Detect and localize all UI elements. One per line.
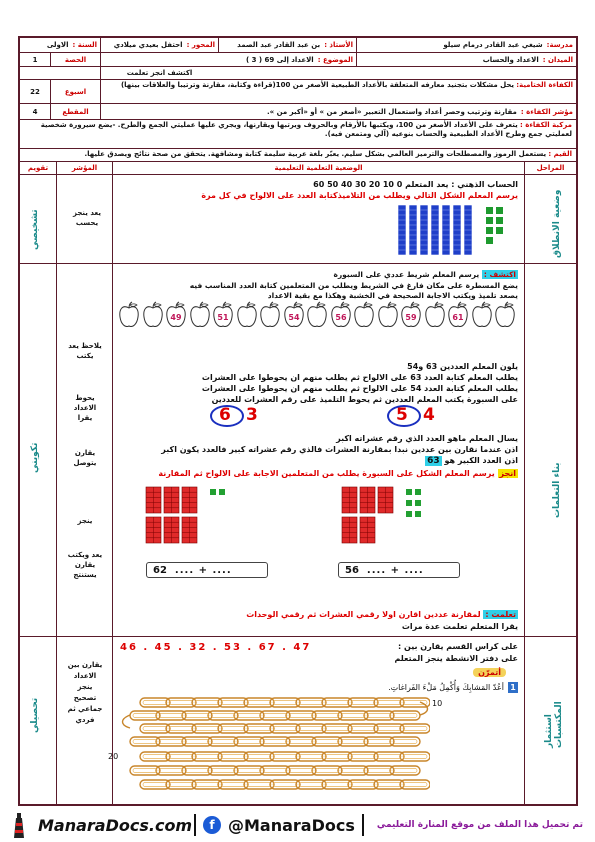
axis-cell	[100, 38, 218, 52]
field-value: الاعداد والحساب	[482, 55, 539, 64]
activity-cell	[100, 67, 218, 79]
values-label: القيم :	[548, 150, 572, 158]
line-write-63: يطلب المعلم كتابة العدد 63 على الالواح ثم يطلب منهم ان يحوطوا على العشرات	[201, 373, 518, 382]
final-competency-text: يحل مشكلات بتجنيد معارفه المتعلقة بالأعداد الطبيعية الأصغر من 100(قراءة وكتابة، مقارنة وترتيبا والعلاقات بينها)	[120, 81, 515, 89]
tens-blocks-figure	[142, 483, 512, 561]
stage3-task-1: على كراس القسم يقارن بين :	[398, 642, 518, 651]
blue-tens-bars	[398, 205, 472, 255]
teacher-cell	[218, 38, 356, 52]
apple-icon	[400, 301, 422, 327]
components-label: مركبة الكفاءة :	[519, 121, 572, 129]
exercise-number: 1	[508, 682, 518, 693]
stage1-eval: تشخيصي	[30, 209, 40, 250]
school-name: شيغي عبد القادر درمام سيلو	[443, 41, 543, 49]
week-label-cell	[50, 80, 100, 103]
stage2-eval: تكويني	[30, 442, 40, 473]
footer-download: تم تحميل هذا الملف من موقع المنارة التعليمي	[376, 820, 583, 830]
topic-label: الموضوع :	[317, 55, 353, 64]
svg-text:59: 59	[405, 313, 417, 322]
week-value-cell	[20, 80, 50, 103]
exercise-text: أعُدّ المَشابِكَ وَأُكْمِلُ مَلْءَ الفَراغاتِ.	[388, 683, 504, 692]
line-board: على السبورة يكتب المعلم العددين ثم يحوط التلميذ على رقم العشرات للعددين	[211, 395, 518, 404]
section-divider-1	[20, 263, 576, 264]
footer-site[interactable]: ManaraDocs.com	[38, 816, 193, 835]
field-label: الميدان :	[542, 55, 573, 64]
week-value: 22	[30, 87, 40, 96]
session-value: 1	[32, 55, 38, 64]
apple-icon	[494, 301, 516, 327]
divider-indicator	[112, 175, 113, 804]
stage3-title: استثمار المكتسبات	[544, 701, 564, 748]
segment-label-cell	[50, 104, 100, 119]
session-label-cell	[50, 53, 100, 66]
stage1-task: يرسم المعلم الشكل التالي ويطلب من التلاميذكتابة العدد على الالواح في كل مرة	[201, 191, 518, 200]
chain-label-10: 10	[432, 699, 443, 708]
year-cell	[20, 38, 100, 52]
indicator-text: مقارنة وترتيب وحصر أعداد واستعمال التعبير «أصغر من » أو «أكبر من ».	[266, 107, 517, 116]
field-cell	[356, 53, 576, 66]
teacher-label: الأستاذ :	[324, 41, 353, 49]
blocks-62	[146, 487, 225, 543]
apple-icon	[424, 301, 446, 327]
apple-icon	[189, 301, 211, 327]
header-row-2	[20, 53, 576, 67]
ask-line-3	[425, 456, 518, 466]
exercise-tag: أتمرّن	[473, 668, 506, 677]
header-row-3	[20, 67, 576, 80]
ask-line-3-number: 63	[427, 456, 440, 466]
stage2-indicator-4: ينجز	[77, 517, 93, 525]
ask-line-2: اذن عندما نقارن بين عددين نبدا بمقارنة العشرات فالذي رقم عشراته كبير فالعدد يكون اكبر	[161, 445, 518, 454]
topic-cell	[100, 53, 356, 66]
compare-56-number: 56	[345, 564, 359, 576]
apple-icon	[212, 301, 234, 327]
tens-units-figure	[248, 203, 516, 259]
divider-eval	[56, 175, 57, 804]
session-label: الحصة	[64, 55, 87, 64]
final-competency-row	[20, 80, 576, 104]
apple-icon	[283, 301, 305, 327]
number-63-tens: 6	[219, 405, 231, 425]
do-label: انجز	[499, 469, 516, 478]
session-value-cell	[20, 53, 50, 66]
do-text: يرسم المعلم الشكل على السبورة يطلب من المتعلمين الاجابة على الالواح ثم المقارنة	[158, 469, 495, 478]
values-text: يستعمل الرموز والمصطلحات والترميز العالمي بشكل سليم. يعبّر بلغة عربية سليمة كتابة ومشافهة. يتحقق من صحة نتائج ويصدق عليها.	[84, 150, 547, 158]
facebook-icon[interactable]: f	[203, 816, 221, 834]
col-indicator: المؤشر	[56, 162, 112, 174]
indicator-label: مؤشر الكفاءة :	[520, 107, 573, 116]
apple-icon	[330, 301, 352, 327]
svg-text:54: 54	[287, 313, 300, 322]
line-write-54: يطلب المعلم كتابة العدد 54 على الالواح ثم يطلب منهم ان يحوطوا على العشرات	[201, 384, 518, 393]
apple-icon	[236, 301, 258, 327]
week-label: اسبوع	[64, 87, 87, 96]
stage2-indicator-5: يعد ويكتب يقارن يستنتج	[67, 551, 103, 579]
col-stages: المراحل	[524, 162, 576, 174]
stage3-task-2: على دفتر الانشطة ينجز المتعلم	[394, 654, 518, 663]
number-54-box	[387, 405, 447, 427]
segment-value-cell	[20, 104, 50, 119]
stage2-title: بناء التعلمات	[552, 462, 562, 518]
learned-read: يقرا المتعلم تعلمت عدة مرات	[401, 622, 518, 631]
segment-value: 4	[32, 107, 38, 116]
compare-62-number: 62	[153, 564, 167, 576]
final-competency-cell	[100, 80, 576, 103]
lighthouse-icon	[8, 810, 30, 840]
year-label: السنة :	[72, 41, 97, 49]
number-54-units: 4	[423, 405, 435, 425]
components-row	[20, 120, 576, 149]
indicator-cell	[100, 104, 576, 119]
discover-line-3: يصعد تلميذ ويكتب الاجابة الصحيحة في الخشبة وهكذا مع بقية الاعداد	[267, 291, 518, 300]
stage1-title: وضعية الانطلاق	[552, 189, 562, 258]
chain-label-20: 20	[108, 752, 119, 761]
number-63-box	[210, 405, 270, 427]
compare-box-56	[338, 562, 460, 578]
apple-icon	[471, 301, 493, 327]
apple-icon	[142, 301, 164, 327]
lesson-sheet	[18, 36, 578, 806]
stage1-indicator: يعد ينجز يحسب	[73, 209, 101, 227]
section-divider-2	[20, 636, 576, 637]
stage3-indicator: يقارن بين الاعداد ينجز تصحيح جماعي ثم فردي	[67, 661, 103, 724]
apple-icon	[377, 301, 399, 327]
stage2-indicator-3: يقارن يتوصل	[73, 449, 97, 467]
apple-icon	[447, 301, 469, 327]
values-row	[20, 149, 576, 162]
indicator-row	[20, 104, 576, 120]
divider-stages	[524, 175, 525, 804]
teacher-name: بن عبد القادر عبد الصمد	[237, 41, 321, 49]
columns-header-row	[20, 162, 576, 175]
paperclip-chain	[120, 694, 430, 804]
discover-line-2: يضع المسطرة على مكان فارغ في الشريط ويطلب من المتعلمين كتابة العدد المناسب فيه	[189, 281, 518, 290]
number-63-units: 3	[246, 405, 258, 425]
mental-calc: الحساب الذهني : يعد المتعلم 0 10 20 30 40 50 60	[313, 180, 518, 189]
segment-label: المقطع	[62, 107, 89, 116]
footer-handle[interactable]: @ManaraDocs	[228, 816, 355, 835]
header-row-1	[20, 38, 576, 53]
compare-56-dots: .... + ....	[366, 564, 424, 576]
apple-icon	[259, 301, 281, 327]
learned-text: لمقارنة عددين اقارن اولا رقمي العشرات ثم رقمي الوحدات	[246, 610, 481, 619]
green-unit-squares	[486, 207, 503, 244]
do-line	[158, 469, 518, 478]
ask-line-1: يسال المعلم ماهو العدد الذي رقم عشراته اكبر	[336, 434, 518, 443]
svg-text:61: 61	[452, 313, 464, 322]
svg-text:51: 51	[217, 313, 229, 322]
discover-label: اكتشف :	[483, 270, 516, 279]
blocks-56	[342, 487, 421, 543]
apple-icon	[306, 301, 328, 327]
topic-value: الاعداد إلى 69 ( 3 )	[245, 55, 314, 64]
compare-box-62	[146, 562, 268, 578]
compare-62-dots: .... + ....	[174, 564, 232, 576]
svg-text:56: 56	[334, 313, 347, 322]
school-cell	[356, 38, 576, 52]
col-situations: الوضعية التعلمية التعليمية	[112, 162, 524, 174]
discover-line-1	[333, 270, 518, 279]
col-evaluation: تقويم	[27, 164, 49, 172]
compare-numbers: 46 . 45 . 32 . 53 . 67 . 47	[120, 642, 312, 653]
learned-label: تعلمت :	[485, 610, 516, 619]
ask-line-3-text: اذن العدد الكبير هو	[444, 456, 518, 465]
svg-text:49: 49	[170, 313, 182, 322]
number-54-tens: 5	[396, 405, 408, 425]
axis-label: المحور :	[186, 41, 215, 49]
footer-banner	[0, 808, 595, 842]
stage2-indicator-1: يلاحظ يعد يكتب	[68, 342, 102, 360]
final-competency-label: الكفاءة الختامية:	[516, 81, 573, 89]
components-text: يتعرف على الأعداد الأصغر من 100، ويكتبها بالأرقام وبالحروف ويرتبها ويقارنها، ويجري عليها عمليتي الجمع والطرح. -يضع سيرورة شخصية لعمليتي جمع وطرح الأعداد الطبيعية والحساب بنوعيه (آلي ومتمعن فيه).	[40, 121, 572, 138]
apple-icon	[165, 301, 187, 327]
activity-value: اكتشف انجز تعلمت	[126, 69, 193, 77]
apple-icon	[353, 301, 375, 327]
year-value: الاولى	[46, 41, 69, 49]
stage3-eval: تحصيلي	[30, 697, 40, 733]
apple-icon	[118, 301, 140, 327]
stage2-indicator-2: يحوط الاعداد يقرا	[73, 394, 97, 422]
discover-text-1: يرسم المعلم شريط عددي على السبورة	[333, 270, 480, 279]
axis-value: احتفل بعيدي ميلادي	[113, 41, 183, 49]
line-color-numbers: يلون المعلم العددين 63 و54	[407, 362, 518, 371]
school-label: مدرسة:	[546, 41, 573, 49]
learned-line	[246, 610, 518, 619]
